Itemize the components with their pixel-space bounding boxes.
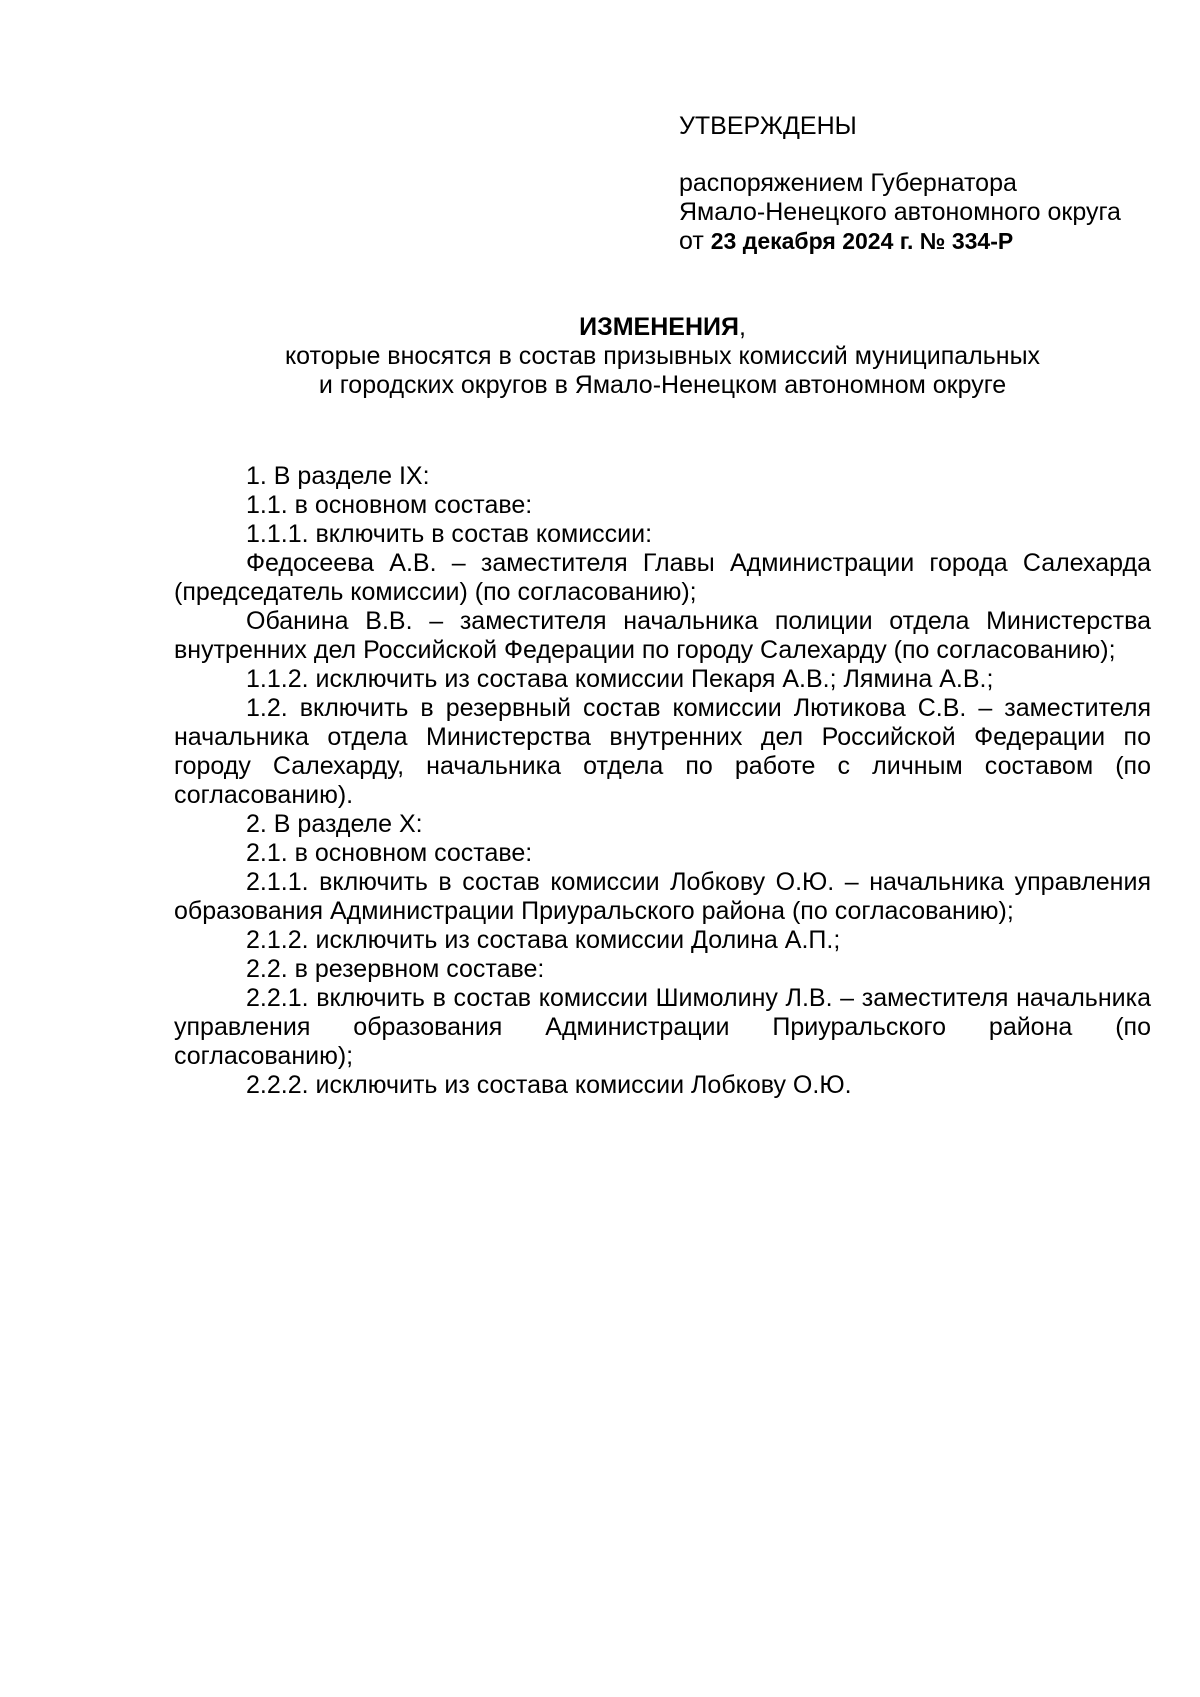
paragraph: 2.1. в основном составе: [246,839,533,867]
approval-line-1: распоряжением Губернатора [679,169,1017,197]
approval-stamp [679,112,1159,256]
document-title-text: ИЗМЕНЕНИЯ [579,313,739,341]
paragraph: 1. В разделе IX: [246,462,430,490]
paragraph: 2. В разделе X: [246,810,423,838]
paragraph: Федосеева А.В. – заместителя Главы Администрации города Салехарда (председатель комиссии) (по согласованию); [174,549,1151,606]
paragraph: 2.1.1. включить в состав комиссии Лобкову О.Ю. – начальника управления образования Администрации Приуральского района (по согласованию); [174,868,1151,925]
paragraph: 2.2. в резервном составе: [246,955,545,983]
paragraph: 1.1.2. исключить из состава комиссии Пекаря А.В.; Лямина А.В.; [246,665,994,693]
approval-date-value: 23 декабря 2024 г. № 334-Р [710,228,1014,254]
paragraph: 1.1. в основном составе: [246,491,533,519]
approval-line-2: Ямало-Ненецкого автономного округа [679,198,1121,226]
paragraph: 2.2.2. исключить из состава комиссии Лобкову О.Ю. [246,1071,852,1099]
paragraph: 1.2. включить в резервный состав комиссии Лютикова С.В. – заместителя начальника отдела Министерства внутренних дел Российской Федерации по городу Салехарду, начальника отдела по работе с личным составом (по согласованию). [174,694,1151,809]
paragraph: Обанина В.В. – заместителя начальника полиции отдела Министерства внутренних дел Российской Федерации по городу Салехарду (по согласованию); [174,607,1151,664]
approval-date-line [679,227,1159,256]
document-subtitle-line-1: которые вносятся в состав призывных комиссий муниципальных [284,342,1041,370]
approval-date-prefix: от [679,227,711,255]
paragraph: 2.2.1. включить в состав комиссии Шимолину Л.В. – заместителя начальника управления образования Администрации Приуральского района (по согласованию); [174,984,1151,1070]
paragraph: 1.1.1. включить в состав комиссии: [246,520,653,548]
document-title-block [174,313,1151,400]
document-body [174,462,1151,1100]
document-title [174,313,1151,342]
document-subtitle-line-2: и городских округов в Ямало-Ненецком автономном округе [318,371,1007,399]
approved-heading: УТВЕРЖДЕНЫ [679,112,857,140]
document-title-suffix: , [738,313,746,341]
paragraph: 2.1.2. исключить из состава комиссии Долина А.П.; [246,926,841,954]
